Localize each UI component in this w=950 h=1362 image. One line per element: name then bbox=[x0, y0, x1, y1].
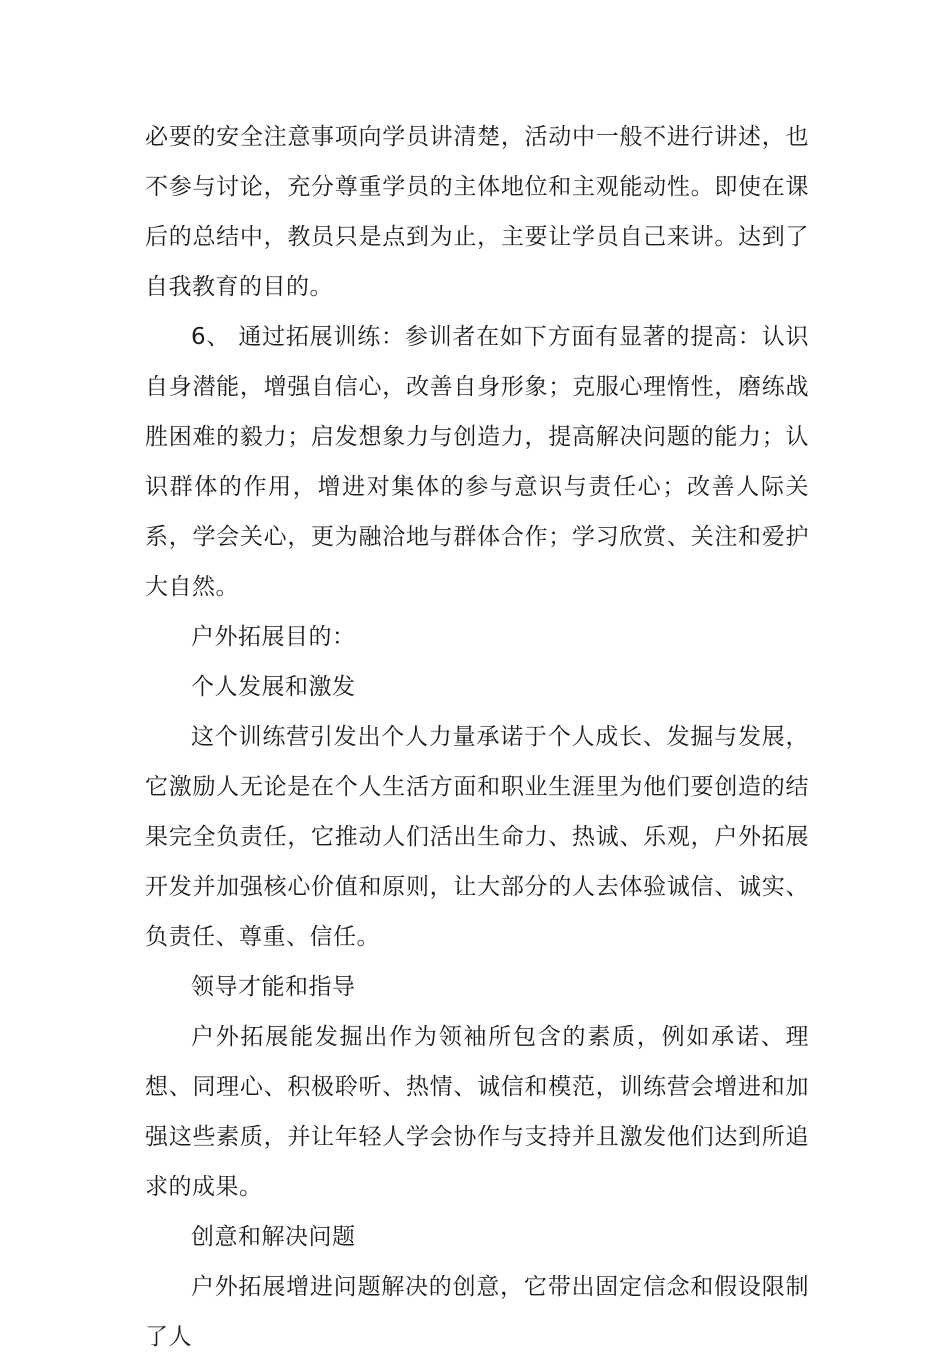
paragraph-safety-notes: 必要的安全注意事项向学员讲清楚，活动中一般不进行讲述，也不参与讨论，充分尊重学员的主体地位和主观能动性。即使在课后的总结中，教员只是点到为止，主要让学员自己来讲。达到了自我教育的目的。 bbox=[145, 124, 809, 300]
heading-outdoor-purpose: 户外拓展目的： bbox=[191, 624, 356, 650]
heading-leadership: 领导才能和指导 bbox=[191, 974, 356, 1000]
heading-creativity: 创意和解决问题 bbox=[191, 1224, 356, 1250]
document-body bbox=[145, 112, 809, 1362]
heading-personal-development: 个人发展和激发 bbox=[191, 674, 356, 700]
paragraph-training-benefits: 6、 通过拓展训练：参训者在如下方面有显著的提高：认识自身潜能，增强自信心，改善自身形象；克服心理惰性，磨练战胜困难的毅力；启发想象力与创造力，提高解决问题的能力；认识群体的作用，增进对集体的参与意识与责任心；改善人际关系，学会关心，更为融洽地与群体合作；学习欣赏、关注和爱护大自然。 bbox=[145, 324, 809, 600]
paragraph-leadership: 户外拓展能发掘出作为领袖所包含的素质，例如承诺、理想、同理心、积极聆听、热情、诚信和模范，训练营会增进和加强这些素质，并让年轻人学会协作与支持并且激发他们达到所追求的成果。 bbox=[145, 1024, 809, 1200]
paragraph-creativity: 户外拓展增进问题解决的创意，它带出固定信念和假设限制了人 bbox=[145, 1274, 809, 1350]
paragraph-personal-development: 这个训练营引发出个人力量承诺于个人成长、发掘与发展，它激励人无论是在个人生活方面和职业生涯里为他们要创造的结果完全负责任，它推动人们活出生命力、热诚、乐观，户外拓展开发并加强核心价值和原则，让大部分的人去体验诚信、诚实、负责任、尊重、信任。 bbox=[145, 724, 809, 950]
